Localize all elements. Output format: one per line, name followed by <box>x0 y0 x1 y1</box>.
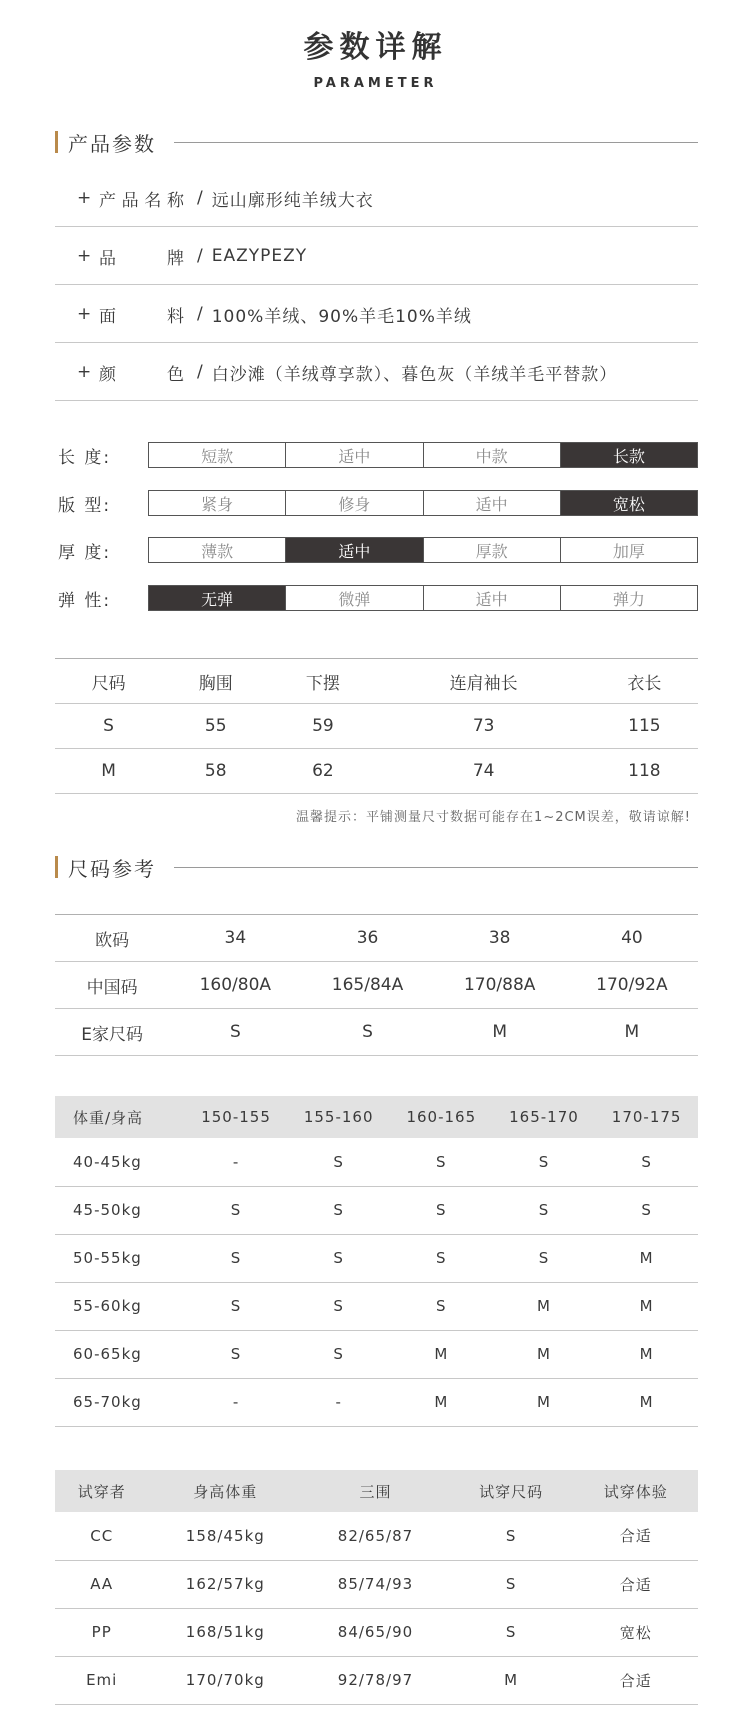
attribute-option: 长款 <box>561 443 697 467</box>
param-label-char: 名 <box>144 190 163 211</box>
table-cell: 58 <box>162 749 269 794</box>
param-label <box>99 302 185 327</box>
table-cell: 合适 <box>573 1560 698 1608</box>
section-heading-product <box>55 130 698 154</box>
param-label-char: 面 <box>99 306 117 327</box>
table-cell: - <box>287 1378 390 1426</box>
table-cell: CC <box>55 1512 148 1560</box>
param-row <box>55 170 698 227</box>
accent-bar <box>55 856 58 878</box>
table-cell: S <box>449 1512 574 1560</box>
attribute-option: 修身 <box>286 491 423 515</box>
section-label: 产品参数 <box>68 131 156 156</box>
table-cell: S <box>287 1330 390 1378</box>
table-row <box>55 1656 698 1704</box>
table-cell: 55-60kg <box>55 1282 185 1330</box>
param-label-char: 品 <box>121 190 140 211</box>
table-cell: - <box>185 1138 288 1186</box>
param-row <box>55 286 698 343</box>
table-cell: 衣长 <box>591 659 698 704</box>
attribute-row <box>58 585 698 611</box>
attribute-option: 中款 <box>424 443 561 467</box>
table-row <box>55 962 698 1009</box>
table-cell: S <box>493 1138 596 1186</box>
table-cell: S <box>390 1234 493 1282</box>
table-header-row <box>55 1470 698 1512</box>
table-cell: 身高体重 <box>148 1470 302 1512</box>
separator: / <box>197 188 204 208</box>
table-cell: M <box>493 1282 596 1330</box>
table-cell: M <box>566 1009 698 1056</box>
table-cell: 60-65kg <box>55 1330 185 1378</box>
table-cell: 92/78/97 <box>302 1656 449 1704</box>
attribute-label: 弹 性: <box>58 590 112 611</box>
table-cell: S <box>390 1186 493 1234</box>
attribute-option: 加厚 <box>612 541 645 561</box>
table-row <box>55 1560 698 1608</box>
table-cell: M <box>390 1378 493 1426</box>
table-cell: 合适 <box>573 1656 698 1704</box>
table-cell: S <box>493 1186 596 1234</box>
attribute-option: 无弹 <box>149 586 286 610</box>
plus-icon: + <box>77 362 93 382</box>
table-cell: 170/88A <box>434 962 566 1009</box>
table-cell: M <box>595 1234 698 1282</box>
table-row <box>55 1009 698 1056</box>
table-cell: 34 <box>169 915 301 962</box>
table-cell: 连肩袖长 <box>376 659 590 704</box>
param-label-char: 料 <box>167 306 185 327</box>
table-cell: 170/70kg <box>148 1656 302 1704</box>
table-cell: 165/84A <box>301 962 433 1009</box>
plus-icon: + <box>77 304 93 324</box>
attribute-option: 适中 <box>424 586 561 610</box>
table-cell: 45-50kg <box>55 1186 185 1234</box>
param-label-char: 称 <box>166 190 185 211</box>
table-cell: 尺码 <box>55 659 162 704</box>
accent-bar <box>55 131 58 153</box>
table-cell: M <box>390 1330 493 1378</box>
table-cell: S <box>390 1282 493 1330</box>
param-label-char: 产 <box>99 190 117 211</box>
param-label-char: 牌 <box>167 248 185 269</box>
table-cell: 65-70kg <box>55 1378 185 1426</box>
attribute-option: 弹力 <box>612 589 645 609</box>
table-cell: 74 <box>376 749 590 794</box>
attribute-options <box>148 442 698 468</box>
table-row <box>55 1138 698 1186</box>
table-cell: 55 <box>162 704 269 749</box>
table-cell: 中国码 <box>55 962 169 1009</box>
param-label <box>99 360 185 385</box>
table-cell: 试穿者 <box>55 1470 148 1512</box>
table-cell: 158/45kg <box>148 1512 302 1560</box>
param-label <box>99 244 185 269</box>
table-cell: M <box>449 1656 574 1704</box>
attribute-row <box>58 442 698 468</box>
table-cell: S <box>287 1282 390 1330</box>
table-cell: 50-55kg <box>55 1234 185 1282</box>
table-cell: M <box>434 1009 566 1056</box>
page-subtitle: PARAMETER <box>313 76 438 91</box>
tryon-table <box>55 1470 698 1705</box>
table-cell: 85/74/93 <box>302 1560 449 1608</box>
table-cell: 试穿体验 <box>573 1470 698 1512</box>
attribute-label: 长 度: <box>58 447 112 468</box>
plus-icon: + <box>77 246 93 266</box>
section-heading-size <box>55 855 698 879</box>
attribute-row <box>58 490 698 516</box>
separator: / <box>197 246 204 266</box>
table-cell: Emi <box>55 1656 148 1704</box>
table-cell: 40-45kg <box>55 1138 185 1186</box>
table-cell: 62 <box>269 749 376 794</box>
table-cell: 155-160 <box>287 1096 390 1138</box>
attribute-option: 短款 <box>149 443 286 467</box>
attribute-option: 适中 <box>286 538 423 562</box>
size-conversion-table <box>55 914 698 1056</box>
table-cell: M <box>595 1330 698 1378</box>
table-header-row <box>55 659 698 704</box>
param-row <box>55 228 698 285</box>
table-cell: 73 <box>376 704 590 749</box>
param-value: 100%羊绒、90%羊毛10%羊绒 <box>211 306 472 327</box>
separator: / <box>197 304 204 324</box>
table-cell: S <box>595 1138 698 1186</box>
divider-line <box>174 142 698 143</box>
attribute-row <box>58 537 698 563</box>
attribute-options <box>148 585 698 611</box>
table-cell: 38 <box>434 915 566 962</box>
table-cell: 84/65/90 <box>302 1608 449 1656</box>
attribute-label: 厚 度: <box>58 542 112 563</box>
table-cell: 59 <box>269 704 376 749</box>
separator: / <box>197 362 204 382</box>
table-cell: S <box>449 1608 574 1656</box>
table-cell: M <box>595 1282 698 1330</box>
table-cell: S <box>390 1138 493 1186</box>
measurement-note: 温馨提示：平铺测量尺寸数据可能存在1~2CM误差，敬请谅解! <box>296 810 691 825</box>
attribute-option: 紧身 <box>149 491 286 515</box>
table-cell: M <box>55 749 162 794</box>
table-cell: 40 <box>566 915 698 962</box>
table-row <box>55 915 698 962</box>
page-title: 参数详解 <box>303 30 448 65</box>
table-cell: M <box>595 1378 698 1426</box>
table-cell: 168/51kg <box>148 1608 302 1656</box>
table-row <box>55 704 698 749</box>
attribute-option: 薄款 <box>149 538 286 562</box>
table-cell: 36 <box>301 915 433 962</box>
param-label-char: 品 <box>99 248 117 269</box>
table-cell: S <box>55 704 162 749</box>
table-cell: S <box>185 1186 288 1234</box>
table-cell: AA <box>55 1560 148 1608</box>
plus-icon: + <box>77 188 93 208</box>
table-cell: 82/65/87 <box>302 1512 449 1560</box>
table-row <box>55 1234 698 1282</box>
weight-height-table <box>55 1096 698 1427</box>
table-row <box>55 1186 698 1234</box>
table-cell: S <box>287 1234 390 1282</box>
param-value: 远山廓形纯羊绒大衣 <box>211 190 374 211</box>
table-row <box>55 1608 698 1656</box>
table-cell: 下摆 <box>269 659 376 704</box>
table-cell: PP <box>55 1608 148 1656</box>
table-cell: S <box>301 1009 433 1056</box>
table-row <box>55 1330 698 1378</box>
table-cell: S <box>595 1186 698 1234</box>
attribute-label: 版 型: <box>58 495 112 516</box>
table-cell: 试穿尺码 <box>449 1470 574 1512</box>
table-cell: 胸围 <box>162 659 269 704</box>
table-row <box>55 1512 698 1560</box>
divider-line <box>174 867 698 868</box>
table-header-row <box>55 1096 698 1138</box>
table-cell: 170/92A <box>566 962 698 1009</box>
table-cell: 160-165 <box>390 1096 493 1138</box>
attribute-option: 微弹 <box>286 586 423 610</box>
attribute-option: 适中 <box>424 491 561 515</box>
attribute-option: 适中 <box>286 443 423 467</box>
attribute-options <box>148 490 698 516</box>
param-label <box>99 186 185 211</box>
table-cell: 170-175 <box>595 1096 698 1138</box>
table-cell: S <box>287 1186 390 1234</box>
attribute-options <box>148 537 698 563</box>
table-cell: S <box>493 1234 596 1282</box>
table-cell: S <box>449 1560 574 1608</box>
table-cell: E家尺码 <box>55 1009 169 1056</box>
table-cell: S <box>185 1330 288 1378</box>
table-cell: S <box>169 1009 301 1056</box>
section-label: 尺码参考 <box>68 856 156 881</box>
param-value: 白沙滩（羊绒尊享款）、暮色灰（羊绒羊毛平替款） <box>211 364 618 385</box>
table-cell: M <box>493 1378 596 1426</box>
table-cell: 115 <box>591 704 698 749</box>
attribute-option: 厚款 <box>424 538 561 562</box>
table-cell: - <box>185 1378 288 1426</box>
table-cell: 162/57kg <box>148 1560 302 1608</box>
attribute-option: 宽松 <box>561 491 697 515</box>
table-row <box>55 749 698 794</box>
table-cell: 合适 <box>573 1512 698 1560</box>
table-cell: S <box>185 1234 288 1282</box>
table-cell: 160/80A <box>169 962 301 1009</box>
table-cell: 欧码 <box>55 915 169 962</box>
param-label-char: 颜 <box>99 364 117 385</box>
table-cell: 体重/身高 <box>55 1096 185 1138</box>
param-label-char: 色 <box>167 364 185 385</box>
measurement-table <box>55 658 698 794</box>
param-value: EAZYPEZY <box>211 246 308 266</box>
table-cell: S <box>287 1138 390 1186</box>
table-cell: 宽松 <box>573 1608 698 1656</box>
table-cell: 118 <box>591 749 698 794</box>
table-cell: S <box>185 1282 288 1330</box>
table-row <box>55 1378 698 1426</box>
table-cell: 三围 <box>302 1470 449 1512</box>
table-cell: 165-170 <box>493 1096 596 1138</box>
param-row <box>55 344 698 401</box>
table-cell: 150-155 <box>185 1096 288 1138</box>
table-cell: M <box>493 1330 596 1378</box>
table-row <box>55 1282 698 1330</box>
